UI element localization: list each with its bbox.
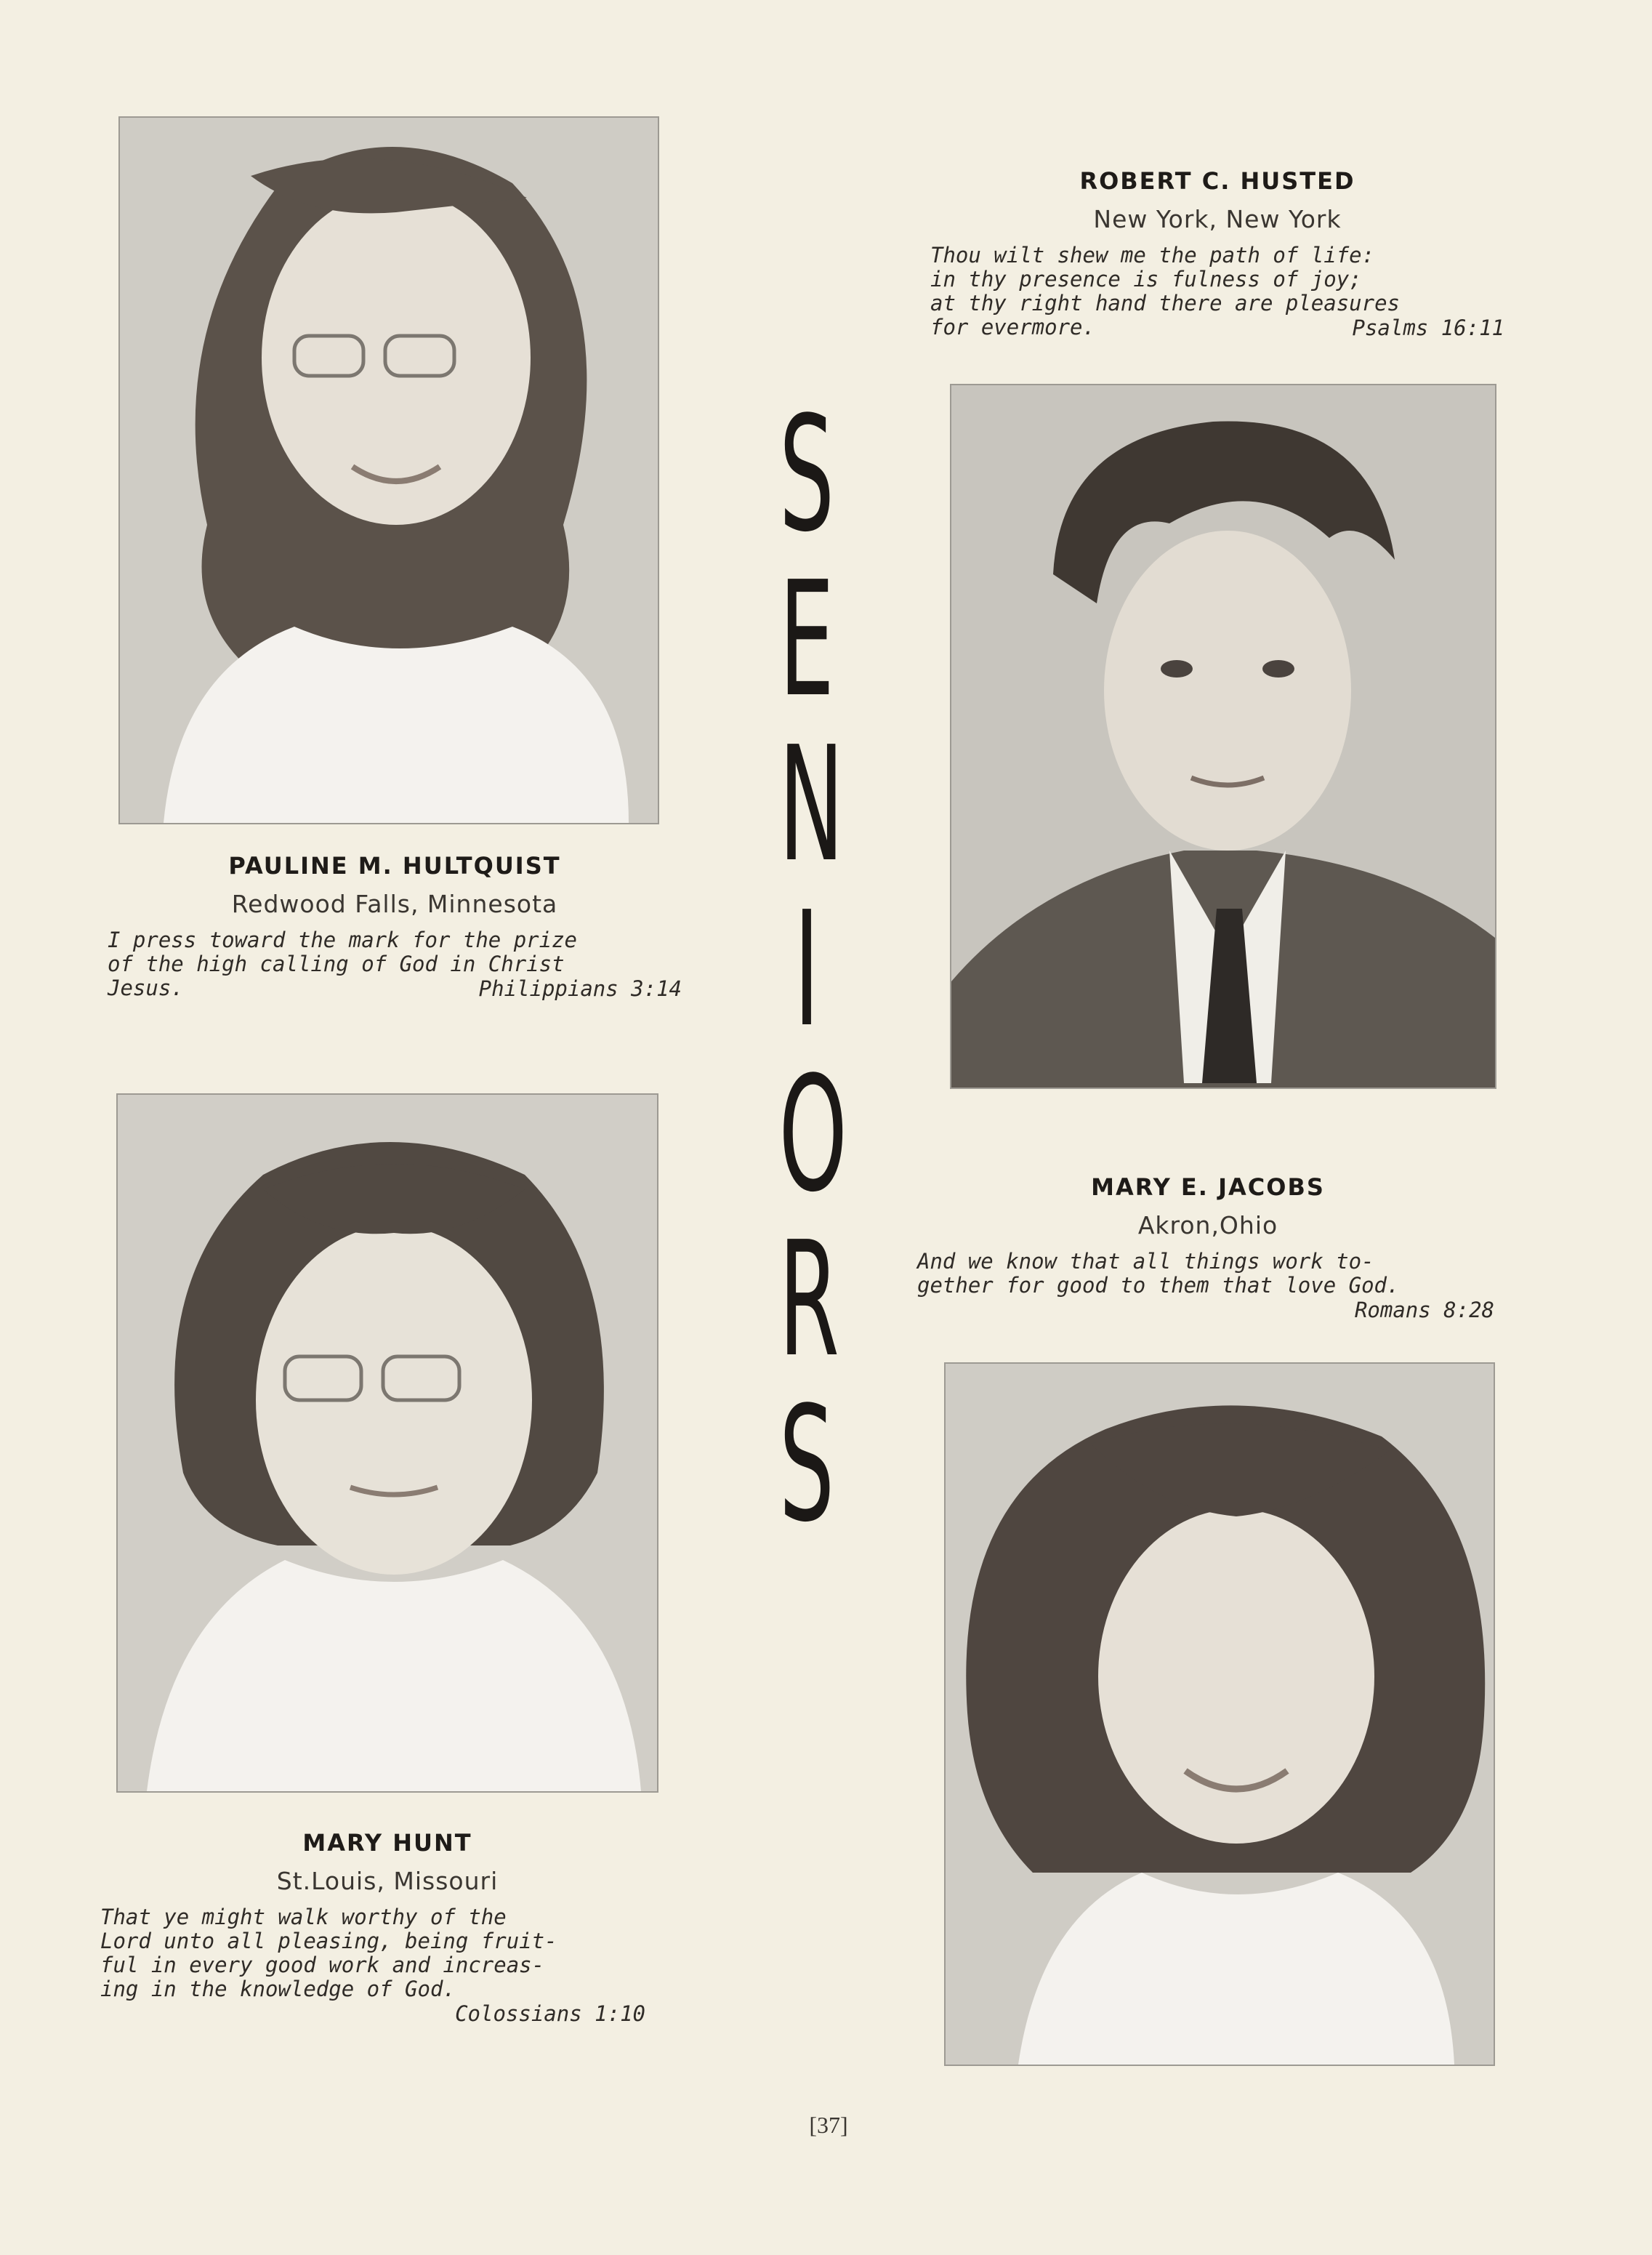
- senior-entry-mary-jacobs: [917, 1173, 1499, 1322]
- senior-name: ROBERT C. HUSTED: [1079, 167, 1355, 195]
- senior-hometown: Akron,Ohio: [1137, 1211, 1278, 1239]
- senior-name: PAULINE M. HULTQUIST: [228, 852, 561, 880]
- senior-verse: Thou wilt shew me the path of life: in thy presence is fulness of joy; at thy right hand there are pleasures for evermore.: [930, 243, 1401, 339]
- verse-reference: Romans 8:28: [1354, 1298, 1494, 1322]
- heading-letter: I: [794, 878, 820, 1062]
- heading-letter: S: [778, 1373, 835, 1557]
- portrait-photo-mary-jacobs: [944, 1362, 1495, 2066]
- page-number: [37]: [809, 2112, 848, 2138]
- senior-verse: And we know that all things work to- gether for good to them that love God.: [917, 1249, 1400, 1298]
- senior-entry-pauline: [108, 852, 682, 1001]
- senior-entry-mary-hunt: [100, 1829, 674, 2026]
- heading-letter: E: [779, 548, 834, 732]
- verse-reference: Colossians 1:10: [455, 2001, 645, 2026]
- senior-name: MARY HUNT: [302, 1829, 472, 1857]
- senior-name: MARY E. JACOBS: [1091, 1173, 1325, 1201]
- senior-entry-robert: [930, 167, 1504, 340]
- senior-hometown: Redwood Falls, Minnesota: [231, 890, 558, 918]
- senior-verse: I press toward the mark for the prize of the high calling of God in Christ Jesus.: [108, 928, 578, 1000]
- senior-hometown: St.Louis, Missouri: [276, 1867, 499, 1895]
- senior-hometown: New York, New York: [1093, 205, 1342, 233]
- heading-letter: N: [778, 713, 845, 897]
- portrait-photo-mary-hunt: [116, 1093, 658, 1793]
- portrait-photo-pauline: [118, 116, 659, 824]
- portrait-photo-robert: [950, 384, 1496, 1089]
- verse-reference: Psalms 16:11: [1352, 315, 1504, 340]
- heading-letter: R: [778, 1208, 839, 1392]
- heading-letter: S: [778, 383, 835, 567]
- seniors-vertical-heading: [778, 383, 847, 1557]
- verse-reference: Philippians 3:14: [478, 976, 682, 1001]
- senior-verse: That ye might walk worthy of the Lord unto all pleasing, being fruit- ful in every good work and increas- ing in the knowledge of God.: [100, 1905, 557, 2001]
- heading-letter: O: [778, 1043, 847, 1227]
